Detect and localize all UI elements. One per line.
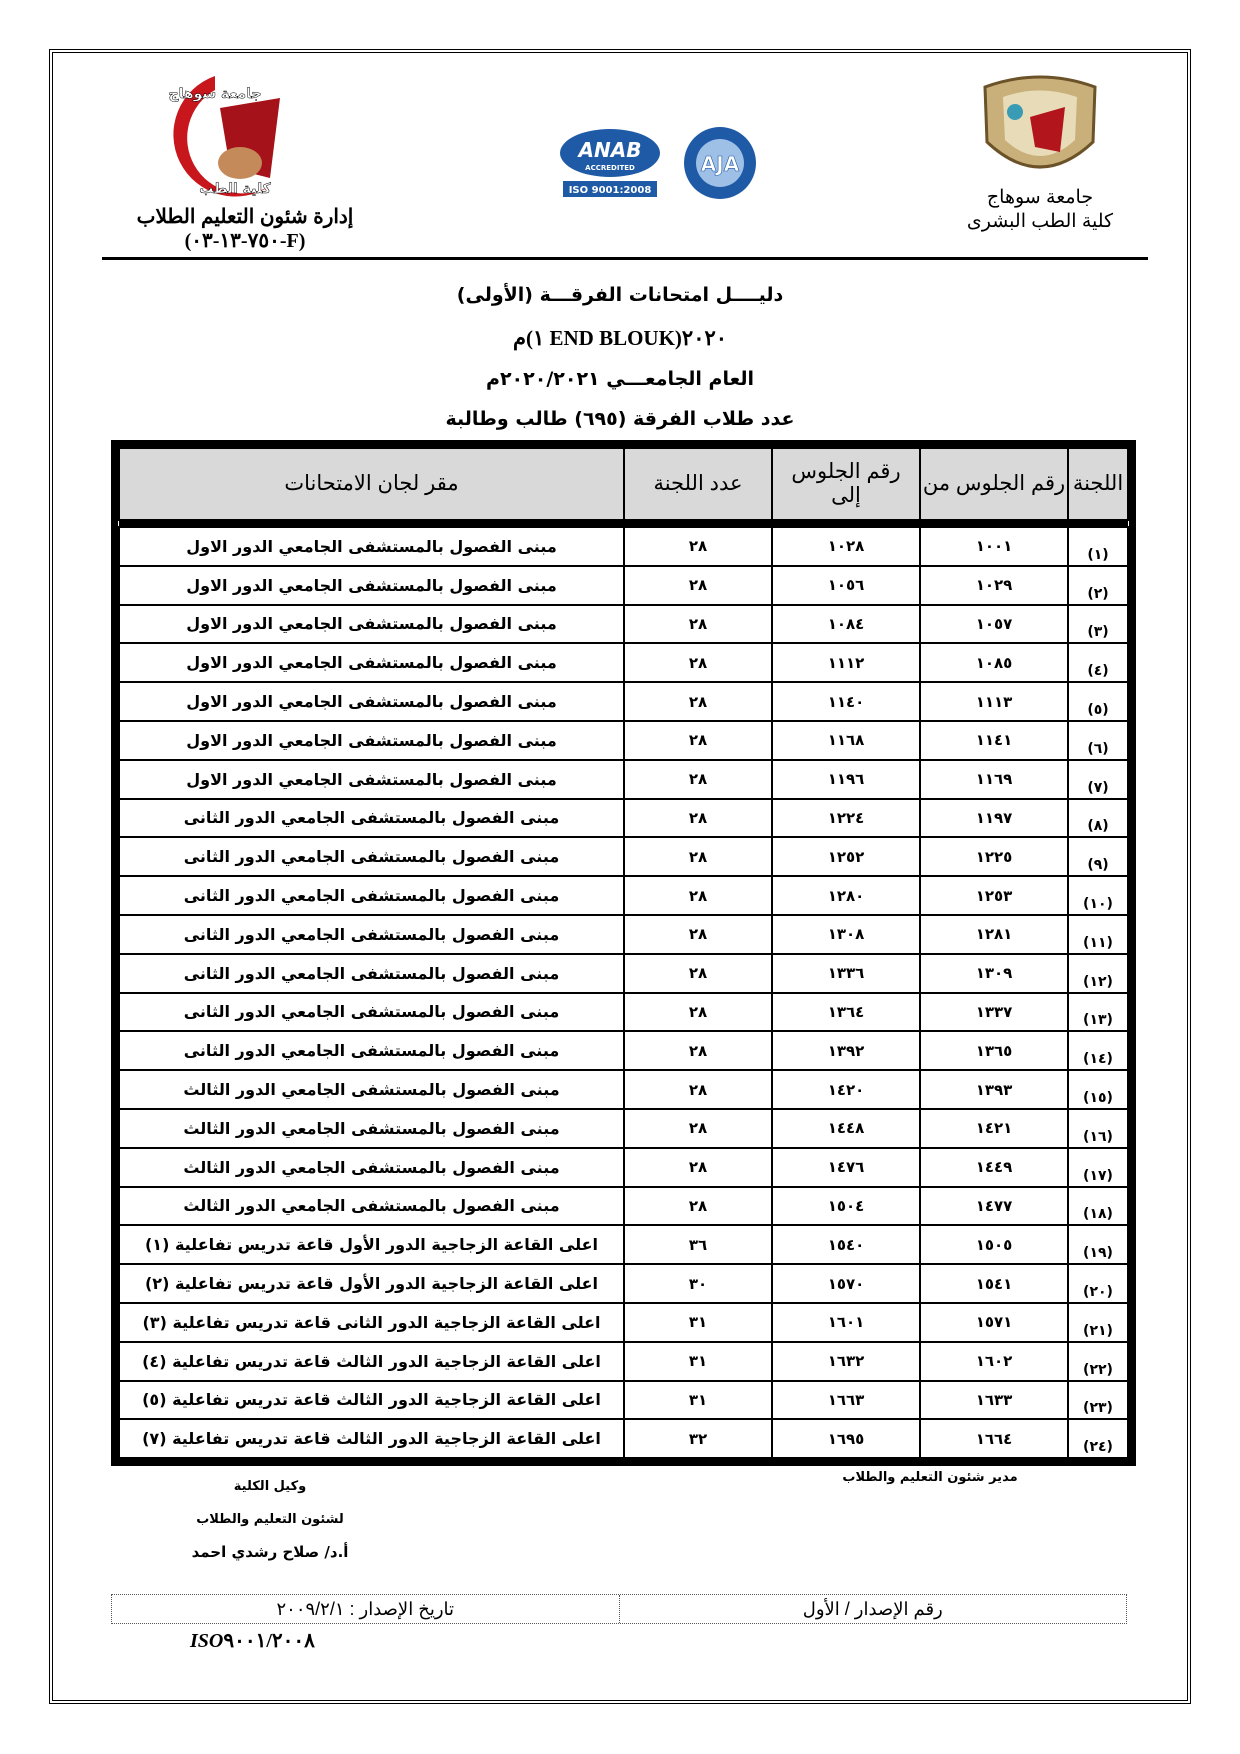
location-cell: اعلى القاعة الزجاجية الدور الأول قاعة تدريس تفاعلية (١) [119,1225,624,1264]
table-row [119,1070,1128,1109]
seat-to-cell: ١١٤٠ [772,682,920,721]
count-cell: ٢٨ [624,605,772,644]
table-row [119,993,1128,1032]
table-row [119,799,1128,838]
table-row [119,1225,1128,1264]
table-row [119,1303,1128,1342]
seat-from-cell: ١٣٦٥ [920,1031,1068,1070]
committee-cell: (١٢) [1068,954,1128,993]
seat-from-cell: ١٠٥٧ [920,605,1068,644]
table-row [119,760,1128,799]
seat-from-cell: ١١٤١ [920,721,1068,760]
table-row [119,1031,1128,1070]
academic-year: العام الجامعـــي ٢٠٢٠/٢٠٢١م [486,368,754,390]
block-title: ٢٠٢٠(END BLOUK ١)م [512,326,728,350]
seat-from-cell: ١٥٠٥ [920,1225,1068,1264]
document-footer [111,1594,1127,1624]
seat-to-cell: ١٣٩٢ [772,1031,920,1070]
issue-date: تاريخ الإصدار : ٢٠٠٩/٢/١ [112,1595,620,1623]
seat-to-cell: ١٣٠٨ [772,915,920,954]
location-cell: اعلى القاعة الزجاجية الدور الثالث قاعة تدريس تفاعلية (٤) [119,1342,624,1381]
committee-cell: (٣) [1068,605,1128,644]
location-cell: مبنى الفصول بالمستشفى الجامعي الدور الثانى [119,1031,624,1070]
count-cell: ٢٨ [624,682,772,721]
table-row [119,1109,1128,1148]
department-name: إدارة شئون التعليم الطلاب [136,206,354,228]
location-cell: مبنى الفصول بالمستشفى الجامعي الدور الاول [119,643,624,682]
seat-to-cell: ١٠٥٦ [772,566,920,605]
seat-from-cell: ١٠٠١ [920,527,1068,566]
signature-vice-dean [170,1470,370,1569]
seat-to-cell: ١٤٤٨ [772,1109,920,1148]
logo-text-bottom: كلية الطب [199,181,271,197]
logo-text-top: جامعة سوهاج [168,86,262,102]
committee-cell: (٢١) [1068,1303,1128,1342]
table-row [119,954,1128,993]
table-header-row [119,448,1128,520]
count-cell: ٣١ [624,1381,772,1420]
location-cell: مبنى الفصول بالمستشفى الجامعي الدور الثانى [119,993,624,1032]
seat-to-cell: ١٢٥٢ [772,837,920,876]
committee-cell: (٢٢) [1068,1342,1128,1381]
seat-from-cell: ١٦٣٣ [920,1381,1068,1420]
count-cell: ٣٠ [624,1264,772,1303]
seat-from-cell: ١٤٧٧ [920,1187,1068,1226]
location-cell: اعلى القاعة الزجاجية الدور الثالث قاعة تدريس تفاعلية (٧) [119,1419,624,1458]
seat-to-cell: ١٦٩٥ [772,1419,920,1458]
seat-from-cell: ١٦٠٢ [920,1342,1068,1381]
seat-to-cell: ١٥٧٠ [772,1264,920,1303]
director-title: مدير شئون التعليم والطلاب [842,1470,1018,1485]
table-row [119,721,1128,760]
university-block [950,186,1130,234]
table-row [119,527,1128,566]
header-separator [119,520,1128,527]
seat-to-cell: ١٦٠١ [772,1303,920,1342]
svg-text:ANAB: ANAB [578,138,642,162]
table-row [119,643,1128,682]
committee-cell: (١) [1068,527,1128,566]
committee-cell: (٢٠) [1068,1264,1128,1303]
count-cell: ٢٨ [624,1148,772,1187]
count-cell: ٢٨ [624,915,772,954]
seat-from-cell: ١٦٦٤ [920,1419,1068,1458]
count-cell: ٢٨ [624,954,772,993]
location-cell: مبنى الفصول بالمستشفى الجامعي الدور الاول [119,605,624,644]
location-cell: مبنى الفصول بالمستشفى الجامعي الدور الاول [119,566,624,605]
guide-title: دليــــل امتحانات الفرقـــة (الأولى) [456,284,784,306]
seat-from-cell: ١١٩٧ [920,799,1068,838]
committee-cell: (١٨) [1068,1187,1128,1226]
table-row [119,1264,1128,1303]
seat-to-cell: ١١٦٨ [772,721,920,760]
count-cell: ٢٨ [624,721,772,760]
location-cell: مبنى الفصول بالمستشفى الجامعي الدور الاول [119,682,624,721]
table-row [119,1419,1128,1458]
committee-cell: (٨) [1068,799,1128,838]
seat-from-cell: ١٣٣٧ [920,993,1068,1032]
exam-committees-table [111,440,1136,1466]
svg-text:AJA: AJA [700,152,740,176]
iso-mark [190,1628,315,1653]
location-cell: مبنى الفصول بالمستشفى الجامعي الدور الاول [119,721,624,760]
issue-number: رقم الإصدار / الأول [802,1599,943,1619]
count-cell: ٣١ [624,1342,772,1381]
committee-cell: (٢٤) [1068,1419,1128,1458]
seat-to-cell: ١٢٢٤ [772,799,920,838]
header-seat-from: رقم الجلوس من [920,448,1068,520]
count-cell: ٢٨ [624,993,772,1032]
seat-from-cell: ١٤٤٩ [920,1148,1068,1187]
count-cell: ٢٨ [624,643,772,682]
signature-director [840,1470,1020,1485]
seat-to-cell: ١٣٦٤ [772,993,920,1032]
committee-cell: (١١) [1068,915,1128,954]
count-cell: ٢٨ [624,1109,772,1148]
table-row [119,566,1128,605]
student-count: عدد طلاب الفرقة (٦٩٥) طالب وطالبة [445,408,795,430]
form-code: (F-٧٥٠-١٣-٠٣) [184,230,306,252]
committee-cell: (١٣) [1068,993,1128,1032]
committee-cell: (٧) [1068,760,1128,799]
table-row [119,605,1128,644]
faculty-logo [120,68,310,200]
count-cell: ٢٨ [624,799,772,838]
committee-cell: (٤) [1068,643,1128,682]
vice-dean-name: أ.د/ صلاح رشدي احمد [191,1543,349,1561]
count-cell: ٢٨ [624,876,772,915]
seat-from-cell: ١١١٣ [920,682,1068,721]
seat-from-cell: ١٢٨١ [920,915,1068,954]
count-cell: ٢٨ [624,566,772,605]
table-row [119,1187,1128,1226]
seat-to-cell: ١١١٢ [772,643,920,682]
seat-to-cell: ١٠٨٤ [772,605,920,644]
department-block [130,205,360,253]
seat-to-cell: ١٣٣٦ [772,954,920,993]
location-cell: اعلى القاعة الزجاجية الدور الثالث قاعة تدريس تفاعلية (٥) [119,1381,624,1420]
seat-from-cell: ١٤٢١ [920,1109,1068,1148]
table-row [119,876,1128,915]
table-row [119,1342,1128,1381]
committee-cell: (٥) [1068,682,1128,721]
seat-from-cell: ١٣٩٣ [920,1070,1068,1109]
iso-label: ISO [190,1630,224,1652]
seat-to-cell: ١٤٢٠ [772,1070,920,1109]
header-seat-to: رقم الجلوس إلى [772,448,920,520]
seat-to-cell: ١٥٤٠ [772,1225,920,1264]
header-location: مقر لجان الامتحانات [119,448,624,520]
seat-to-cell: ١٤٧٦ [772,1148,920,1187]
count-cell: ٢٨ [624,1187,772,1226]
seat-from-cell: ١٥٤١ [920,1264,1068,1303]
count-cell: ٢٨ [624,837,772,876]
location-cell: اعلى القاعة الزجاجية الدور الثانى قاعة تدريس تفاعلية (٣) [119,1303,624,1342]
committee-cell: (١٥) [1068,1070,1128,1109]
vice-dean-subtitle: لشئون التعليم والطلاب [196,1512,344,1527]
seat-to-cell: ١١٩٦ [772,760,920,799]
committee-cell: (٦) [1068,721,1128,760]
iso-code: ٩٠٠١/٢٠٠٨ [223,1630,315,1652]
location-cell: اعلى القاعة الزجاجية الدور الأول قاعة تدريس تفاعلية (٢) [119,1264,624,1303]
faculty-name: كلية الطب البشرى [966,211,1114,232]
table-row [119,837,1128,876]
university-name: جامعة سوهاج [986,187,1094,208]
header-count: عدد اللجنة [624,448,772,520]
vice-dean-title: وكيل الكلية [233,1479,307,1494]
table-row [119,1381,1128,1420]
svg-text:ACCREDITED: ACCREDITED [585,164,635,172]
committee-cell: (١٧) [1068,1148,1128,1187]
committee-cell: (١٦) [1068,1109,1128,1148]
count-cell: ٣١ [624,1303,772,1342]
header-committee: اللجنة [1068,448,1128,520]
table-row [119,682,1128,721]
seat-to-cell: ١٦٣٢ [772,1342,920,1381]
seat-from-cell: ١٠٢٩ [920,566,1068,605]
count-cell: ٢٨ [624,1070,772,1109]
committee-cell: (١٠) [1068,876,1128,915]
committee-cell: (١٩) [1068,1225,1128,1264]
seat-from-cell: ١٣٠٩ [920,954,1068,993]
table-row [119,915,1128,954]
seat-from-cell: ١٢٢٥ [920,837,1068,876]
seat-to-cell: ١٥٠٤ [772,1187,920,1226]
location-cell: مبنى الفصول بالمستشفى الجامعي الدور الثانى [119,799,624,838]
location-cell: مبنى الفصول بالمستشفى الجامعي الدور الثانى [119,915,624,954]
seat-to-cell: ١٦٦٣ [772,1381,920,1420]
seat-from-cell: ١١٦٩ [920,760,1068,799]
location-cell: مبنى الفصول بالمستشفى الجامعي الدور الاول [119,527,624,566]
table-row [119,1148,1128,1187]
location-cell: مبنى الفصول بالمستشفى الجامعي الدور الثالث [119,1187,624,1226]
seat-from-cell: ١٢٥٣ [920,876,1068,915]
seat-to-cell: ١٠٢٨ [772,527,920,566]
count-cell: ٢٨ [624,1031,772,1070]
location-cell: مبنى الفصول بالمستشفى الجامعي الدور الثالث [119,1148,624,1187]
university-crest [975,72,1105,187]
count-cell: ٣٦ [624,1225,772,1264]
seat-from-cell: ١٠٨٥ [920,643,1068,682]
location-cell: مبنى الفصول بالمستشفى الجامعي الدور الثانى [119,837,624,876]
location-cell: مبنى الفصول بالمستشفى الجامعي الدور الاول [119,760,624,799]
accreditation-logos [555,125,775,205]
svg-text:ISO 9001:2008: ISO 9001:2008 [568,185,652,196]
seat-to-cell: ١٢٨٠ [772,876,920,915]
count-cell: ٢٨ [624,760,772,799]
location-cell: مبنى الفصول بالمستشفى الجامعي الدور الثانى [119,876,624,915]
committee-cell: (٢) [1068,566,1128,605]
committee-cell: (١٤) [1068,1031,1128,1070]
location-cell: مبنى الفصول بالمستشفى الجامعي الدور الثالث [119,1070,624,1109]
committee-cell: (٩) [1068,837,1128,876]
header-divider [102,257,1148,260]
location-cell: مبنى الفصول بالمستشفى الجامعي الدور الثانى [119,954,624,993]
count-cell: ٣٢ [624,1419,772,1458]
committee-cell: (٢٣) [1068,1381,1128,1420]
seat-from-cell: ١٥٧١ [920,1303,1068,1342]
count-cell: ٢٨ [624,527,772,566]
location-cell: مبنى الفصول بالمستشفى الجامعي الدور الثالث [119,1109,624,1148]
